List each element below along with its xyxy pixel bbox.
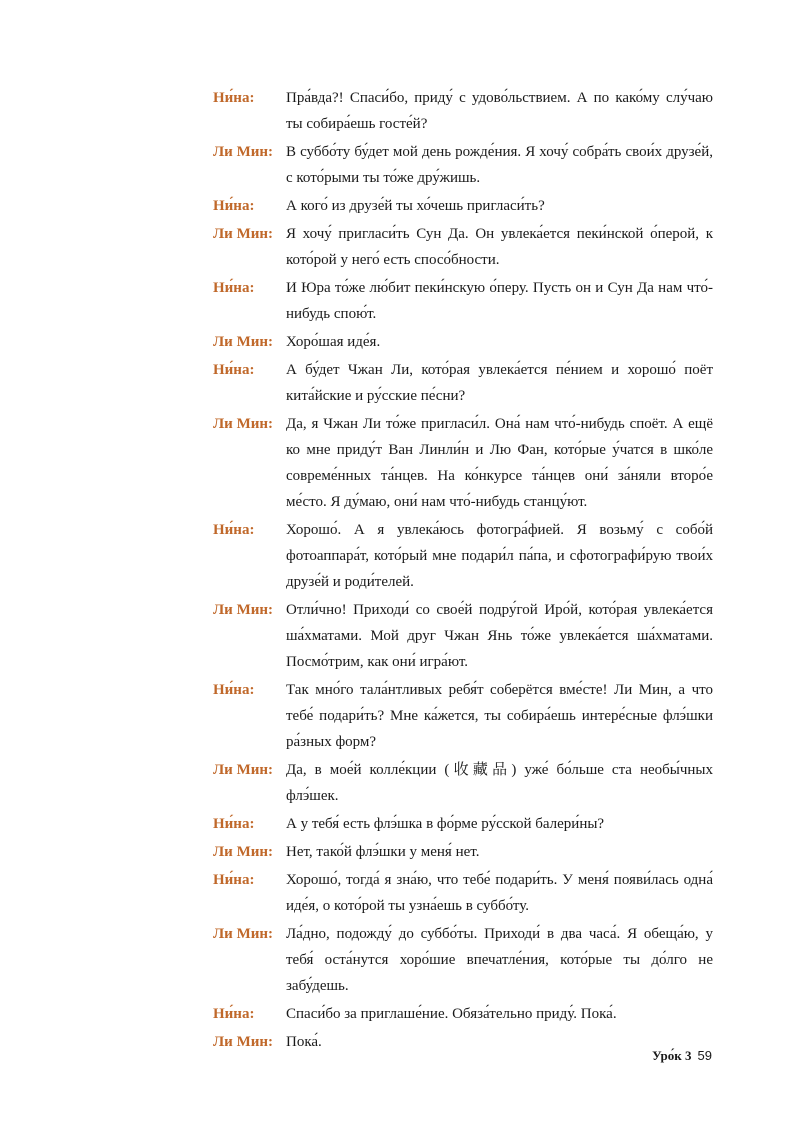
dialogue-line [213, 597, 713, 675]
speaker-name: Ли Мин: [213, 334, 274, 350]
page-number: 59 [697, 1048, 712, 1063]
speaker-name: Ни́на: [213, 522, 255, 538]
speaker-name: Ни́на: [213, 682, 255, 698]
dialogue-line [213, 839, 713, 865]
speaker-name: Ли Мин: [213, 226, 274, 242]
dialogue [213, 85, 713, 1057]
lesson-label: Уро́к 3 [652, 1048, 692, 1063]
speaker-name: Ни́на: [213, 872, 255, 888]
dialogue-line [213, 329, 713, 355]
dialogue-line [213, 757, 713, 809]
line-text: А бу́дет Чжан Ли, кото́рая увлека́ется пе́нием и хорошо́ поёт кита́йские и ру́сские пе́сни? [286, 362, 713, 404]
dialogue-line [213, 517, 713, 595]
line-text: Хорошо́, тогда́ я зна́ю, что тебе́ подари́ть. У меня́ появи́лась одна́ иде́я, о кото́рой ты узна́ешь в суббо́ту. [286, 872, 713, 914]
line-text: Хоро́шая иде́я. [286, 334, 381, 350]
line-text: Ла́дно, подожду́ до суббо́ты. Приходи́ в два часа́. Я обеща́ю, у тебя́ оста́нутся хоро́шие впечатле́ния, кото́рые ты до́лго не забу́дешь. [286, 926, 713, 994]
line-text: Да, в мое́й колле́кции (收藏品) уже́ бо́льше ста необы́чных флэ́шек. [286, 762, 713, 804]
line-text: Отли́чно! Приходи́ со свое́й подру́гой Иро́й, кото́рая увлека́ется ша́хматами. Мой друг Чжан Янь то́же увлека́ется ша́хматами. Посмо́трим, как они́ игра́ют. [286, 602, 713, 670]
speaker-name: Ли Мин: [213, 1034, 274, 1050]
dialogue-line [213, 357, 713, 409]
speaker-name: Ли Мин: [213, 144, 274, 160]
dialogue-line [213, 139, 713, 191]
dialogue-line [213, 867, 713, 919]
dialogue-line [213, 275, 713, 327]
line-text: Так мно́го тала́нтливых ребя́т соберётся вме́сте! Ли Мин, а что тебе́ подари́ть? Мне ка́жется, ты собира́ешь интере́сные флэ́шки ра́зных форм? [286, 682, 713, 750]
line-text: В суббо́ту бу́дет мой день рожде́ния. Я хочу́ собра́ть свои́х друзе́й, с кото́рыми ты то́же дру́жишь. [286, 144, 713, 186]
dialogue-line [213, 1001, 713, 1027]
speaker-name: Ли Мин: [213, 844, 274, 860]
line-text: Нет, тако́й флэ́шки у меня́ нет. [286, 844, 480, 860]
line-text: А у тебя́ есть флэ́шка в фо́рме ру́сской балери́ны? [286, 816, 605, 832]
dialogue-line [213, 921, 713, 999]
line-text: Спаси́бо за приглаше́ние. Обяза́тельно приду́. Пока́. [286, 1006, 617, 1022]
speaker-name: Ни́на: [213, 280, 255, 296]
speaker-name: Ни́на: [213, 198, 255, 214]
dialogue-line [213, 221, 713, 273]
line-text: Пока́. [286, 1034, 322, 1050]
dialogue-line [213, 193, 713, 219]
line-text: Пра́вда?! Спаси́бо, приду́ с удово́льствием. А по како́му слу́чаю ты собира́ешь госте́й? [286, 90, 713, 132]
line-text: Хорошо́. А я увлека́юсь фотогра́фией. Я возьму́ с собо́й фотоаппара́т, кото́рый мне подари́л па́па, и сфотографи́рую твои́х друзе́й и роди́телей. [286, 522, 713, 590]
line-text: И Юра то́же лю́бит пеки́нскую о́перу. Пусть он и Сун Да нам что́-нибудь спою́т. [286, 280, 713, 322]
line-text: А кого́ из друзе́й ты хо́чешь пригласи́ть? [286, 198, 545, 214]
line-text: Да, я Чжан Ли то́же пригласи́л. Она́ нам что́-нибудь споёт. А ещё ко мне приду́т Ван Линли́н и Лю Фан, кото́рые у́чатся в шко́ле совреме́нных та́нцев. На ко́нкурсе та́нцев они́ за́няли второ́е ме́сто. Я ду́маю, они́ нам что́-нибудь станцу́ют. [286, 416, 713, 510]
dialogue-line [213, 1029, 713, 1055]
speaker-name: Ни́на: [213, 1006, 255, 1022]
speaker-name: Ли Мин: [213, 602, 274, 618]
page-footer [652, 1048, 712, 1064]
speaker-name: Ли Мин: [213, 416, 274, 432]
dialogue-line [213, 411, 713, 515]
dialogue-line [213, 85, 713, 137]
line-text: Я хочу́ пригласи́ть Сун Да. Он увлека́ется пеки́нской о́перой, к кото́рой у него́ есть спосо́бности. [286, 226, 713, 268]
speaker-name: Ни́на: [213, 362, 255, 378]
speaker-name: Ни́на: [213, 90, 255, 106]
dialogue-line [213, 811, 713, 837]
speaker-name: Ли Мин: [213, 762, 274, 778]
speaker-name: Ли Мин: [213, 926, 274, 942]
dialogue-line [213, 677, 713, 755]
speaker-name: Ни́на: [213, 816, 255, 832]
